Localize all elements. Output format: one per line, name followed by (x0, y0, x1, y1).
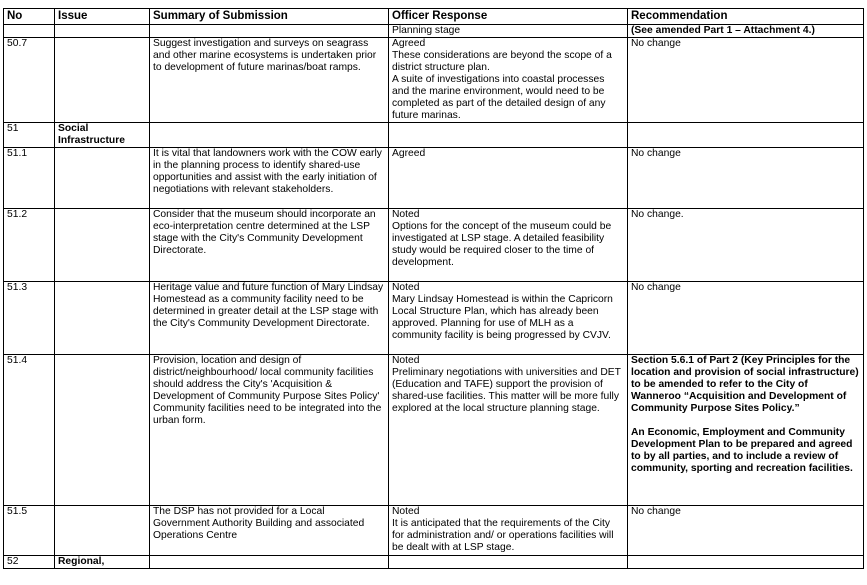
row-number: 51.2 (4, 209, 55, 282)
submission-table-page (3, 8, 863, 569)
col-header-summary: Summary of Submission (150, 9, 389, 25)
table-row (4, 123, 864, 148)
table-row (4, 148, 864, 209)
row-number: 51.3 (4, 282, 55, 355)
row-summary: Provision, location and design of district/neighbourhood/ local community facilities should address the City's 'Acquisition & Development of Community Purpose Sites Policy' Community facilities need to be integrated into the urban form. (150, 355, 389, 506)
row-recommendation: No change (628, 506, 864, 556)
officer-response-text: Options for the concept of the museum could be investigated at LSP stage. A detailed feasibility study would be required closer to the time of development. (392, 221, 612, 268)
recommendation-text: Section 5.6.1 of Part 2 (Key Principles for the location and provision of social infrastructure) to be amended to refer to the City of Wanneroo “Acquisition and Development of Community Purpose Sites Policy.” (631, 355, 859, 414)
row-recommendation: No change (628, 282, 864, 355)
row-issue: Regional, (55, 556, 150, 569)
row-issue (55, 282, 150, 355)
row-issue (55, 148, 150, 209)
row-summary: Consider that the museum should incorporate an eco-interpretation centre determined at the LSP stage with the City's Community Development Directorate. (150, 209, 389, 282)
subheader-recommendation: (See amended Part 1 – Attachment 4.) (628, 25, 864, 38)
row-issue (55, 506, 150, 556)
row-officer-response (389, 355, 628, 506)
table-subheader-row (4, 25, 864, 38)
row-number: 51.4 (4, 355, 55, 506)
row-summary (150, 556, 389, 569)
row-summary (150, 123, 389, 148)
submissions-table (3, 8, 864, 569)
row-recommendation: No change (628, 148, 864, 209)
row-recommendation (628, 123, 864, 148)
table-row (4, 506, 864, 556)
officer-response-text: It is anticipated that the requirements of the City for administration and/ or operations facilities will be dealt with at LSP stage. (392, 518, 614, 553)
table-row (4, 556, 864, 569)
row-summary: Suggest investigation and surveys on seagrass and other marine ecosystems is undertaken prior to development of future marinas/boat ramps. (150, 38, 389, 123)
officer-response-text: Mary Lindsay Homestead is within the Capricorn Local Structure Plan, which has already been approved. Planning for use of MLH as a community facility is being progressed by CVJV. (392, 294, 613, 341)
col-header-no: No (4, 9, 55, 25)
officer-response-lead: Noted (392, 209, 420, 220)
col-header-issue: Issue (55, 9, 150, 25)
row-summary: Heritage value and future function of Mary Lindsay Homestead as a community facility need to be determined in greater detail at the LSP stage with the City's Community Development Directorate. (150, 282, 389, 355)
row-issue (55, 209, 150, 282)
table-row (4, 282, 864, 355)
row-officer-response (389, 506, 628, 556)
row-officer-response (389, 282, 628, 355)
col-header-recommendation: Recommendation (628, 9, 864, 25)
row-issue (55, 355, 150, 506)
recommendation-text: An Economic, Employment and Community Development Plan to be prepared and agreed to by all parties, and to include a review of community, sporting and recreation facilities. (631, 427, 853, 474)
subheader-officer: Planning stage (389, 25, 628, 38)
row-summary: The DSP has not provided for a Local Government Authority Building and associated Operations Centre (150, 506, 389, 556)
row-number: 51 (4, 123, 55, 148)
officer-response-lead: Agreed (392, 38, 426, 49)
table-row (4, 355, 864, 506)
officer-response-lead: Noted (392, 282, 420, 293)
col-header-officer-response: Officer Response (389, 9, 628, 25)
row-issue (55, 38, 150, 123)
row-recommendation: No change. (628, 209, 864, 282)
row-recommendation (628, 355, 864, 506)
row-officer-response (389, 123, 628, 148)
officer-response-lead: Noted (392, 355, 420, 366)
table-row (4, 209, 864, 282)
row-recommendation: No change (628, 38, 864, 123)
row-number: 50.7 (4, 38, 55, 123)
table-header-row (4, 9, 864, 25)
row-summary: It is vital that landowners work with the COW early in the planning process to identify shared-use opportunities and assist with the early initiation of negotiations with relevant stakeholders. (150, 148, 389, 209)
officer-response-text: These considerations are beyond the scope of a district structure plan. (392, 50, 612, 73)
row-recommendation (628, 556, 864, 569)
row-number: 52 (4, 556, 55, 569)
row-number: 51.5 (4, 506, 55, 556)
row-officer-response: Agreed (389, 148, 628, 209)
row-officer-response (389, 38, 628, 123)
row-officer-response (389, 556, 628, 569)
row-number: 51.1 (4, 148, 55, 209)
officer-response-text: Preliminary negotiations with universities and DET (Education and TAFE) support the provision of shared-use facilities. This matter will be more fully explored at the local structure planning stage. (392, 367, 621, 414)
row-issue: Social Infrastructure (55, 123, 150, 148)
table-row (4, 38, 864, 123)
row-officer-response (389, 209, 628, 282)
officer-response-lead: Noted (392, 506, 420, 517)
officer-response-text: A suite of investigations into coastal processes and the marine environment, would need to be completed as part of the detailed design of any future marinas. (392, 74, 606, 121)
